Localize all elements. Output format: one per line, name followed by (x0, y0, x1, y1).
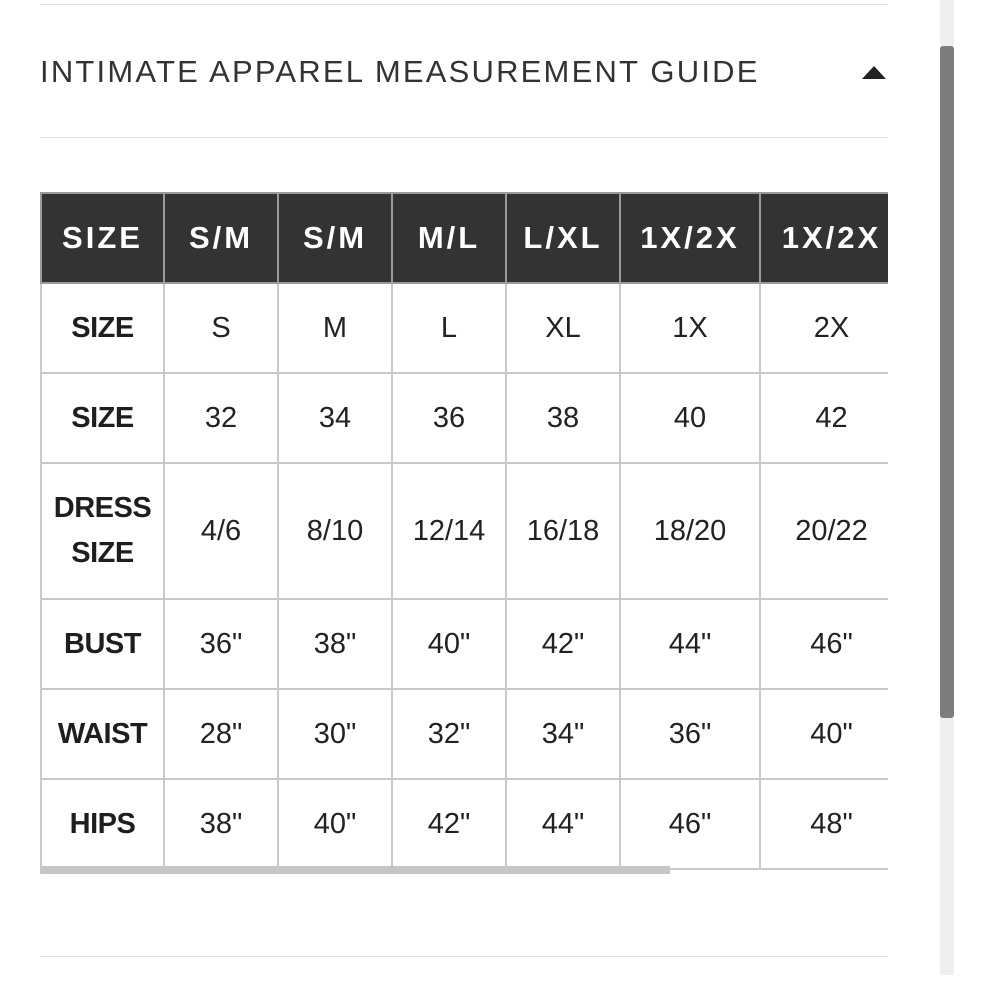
table-cell: 4/6 (164, 463, 278, 599)
table-cell: 16/18 (506, 463, 620, 599)
table-cell: 1X (620, 283, 760, 373)
table-cell: 36" (620, 689, 760, 779)
table-cell: 32 (164, 373, 278, 463)
column-header: SIZE (41, 193, 164, 283)
table-cell: 38" (164, 779, 278, 869)
table-cell: 40" (278, 779, 392, 869)
horizontal-scrollbar[interactable] (40, 866, 888, 874)
column-header: M/L (392, 193, 506, 283)
table-cell: 42 (760, 373, 888, 463)
table-cell: 36" (164, 599, 278, 689)
table-row (41, 463, 888, 599)
table-cell: S (164, 283, 278, 373)
size-table-scroll-container[interactable] (40, 192, 888, 874)
table-cell: 38" (278, 599, 392, 689)
table-cell: 44" (506, 779, 620, 869)
row-label: DRESS SIZE (41, 463, 164, 599)
table-cell: L (392, 283, 506, 373)
column-header: L/XL (506, 193, 620, 283)
right-edge (990, 0, 1000, 1000)
table-cell: 18/20 (620, 463, 760, 599)
table-cell: 40" (392, 599, 506, 689)
table-row (41, 373, 888, 463)
bottom-divider (40, 956, 888, 957)
table-row (41, 779, 888, 869)
table-cell: 34 (278, 373, 392, 463)
table-cell: 30" (278, 689, 392, 779)
table-cell: 12/14 (392, 463, 506, 599)
table-cell: 8/10 (278, 463, 392, 599)
table-cell: M (278, 283, 392, 373)
accordion-title: INTIMATE APPAREL MEASUREMENT GUIDE (40, 54, 760, 89)
accordion-divider (40, 137, 888, 138)
table-cell: 32" (392, 689, 506, 779)
row-label: SIZE (41, 283, 164, 373)
horizontal-scrollbar-thumb[interactable] (40, 866, 670, 874)
row-label: SIZE (41, 373, 164, 463)
table-cell: 2X (760, 283, 888, 373)
table-cell: 40 (620, 373, 760, 463)
table-cell: 38 (506, 373, 620, 463)
table-header-row (41, 193, 888, 283)
vertical-scrollbar-thumb[interactable] (940, 46, 954, 718)
column-header: S/M (278, 193, 392, 283)
table-cell: 46" (620, 779, 760, 869)
table-cell: 34" (506, 689, 620, 779)
caret-up-icon[interactable] (862, 66, 886, 79)
row-label: HIPS (41, 779, 164, 869)
table-cell: 36 (392, 373, 506, 463)
column-header: 1X/2X (760, 193, 888, 283)
top-divider (40, 4, 888, 5)
table-cell: 42" (506, 599, 620, 689)
table-cell: 28" (164, 689, 278, 779)
table-cell: XL (506, 283, 620, 373)
column-header: S/M (164, 193, 278, 283)
row-label: WAIST (41, 689, 164, 779)
size-chart-table (40, 192, 888, 870)
table-cell: 42" (392, 779, 506, 869)
table-row (41, 283, 888, 373)
table-cell: 48" (760, 779, 888, 869)
measurement-guide-accordion-header[interactable] (40, 40, 888, 104)
table-cell: 44" (620, 599, 760, 689)
column-header: 1X/2X (620, 193, 760, 283)
table-cell: 20/22 (760, 463, 888, 599)
table-cell: 40" (760, 689, 888, 779)
table-row (41, 689, 888, 779)
table-row (41, 599, 888, 689)
table-cell: 46" (760, 599, 888, 689)
row-label: BUST (41, 599, 164, 689)
